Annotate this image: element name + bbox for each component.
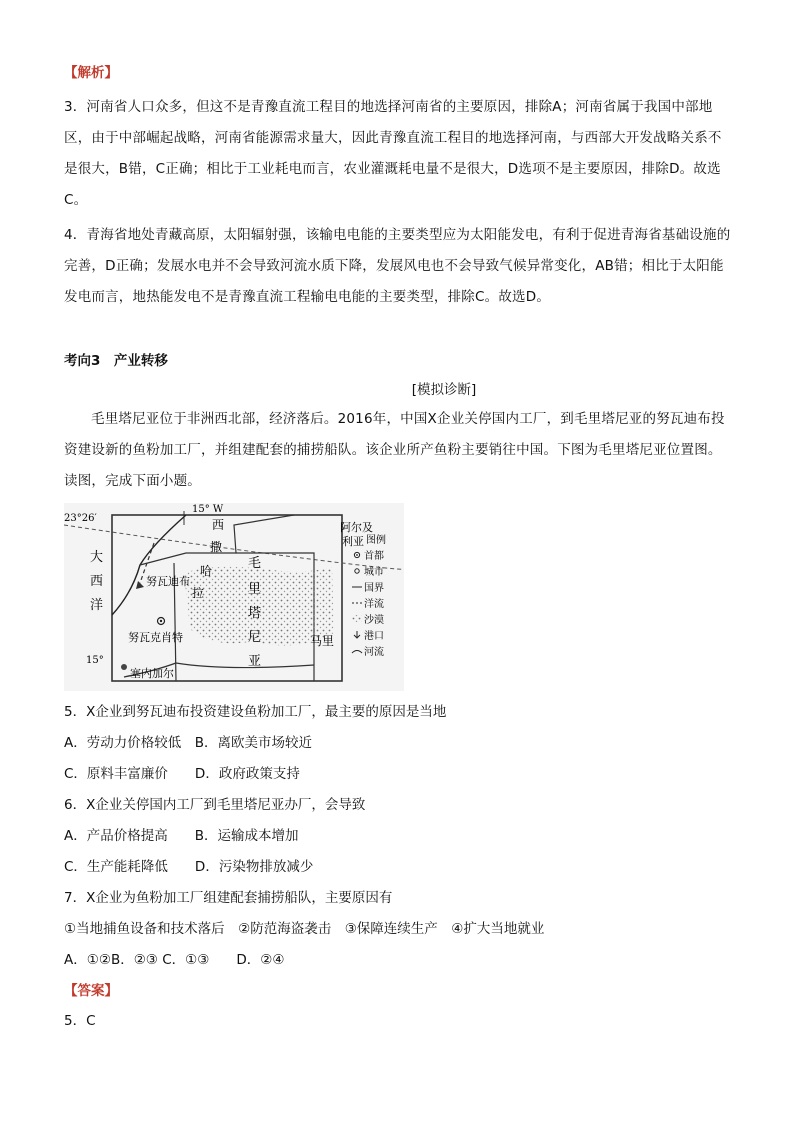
- question-7-items: ①当地捕鱼设备和技术落后 ②防范海盗袭击 ③保障连续生产 ④扩大当地就业: [64, 921, 545, 937]
- map-legend-border: 国界: [364, 583, 384, 594]
- map-city-senegal: 塞内加尔: [130, 667, 174, 680]
- dakar-marker: [121, 664, 127, 670]
- map-ws-2: 撒: [210, 540, 223, 554]
- map-alg-1: 阿尔及: [340, 521, 373, 534]
- map-mau-1: 毛: [248, 556, 262, 571]
- map-lat-bottom: 15°: [86, 655, 104, 666]
- question-6-options-1: A．产品价格提高 B．运输成本增加: [64, 828, 299, 844]
- map-city-nouakchott: 努瓦克肖特: [128, 631, 183, 644]
- question-5-options-1: A．劳动力价格较低 B．离欧美市场较近: [64, 735, 312, 751]
- answer-5: 5．C: [64, 1013, 96, 1029]
- location-map: [64, 503, 404, 691]
- map-mau-4: 尼: [248, 630, 262, 645]
- analysis-paragraph-3: 3．河南省人口众多，但这不是青豫直流工程目的地选择河南省的主要原因，排除A；河南省属于我国中部地区，由于中部崛起战略，河南省能源需求量大，因此青豫直流工程目的地选择河南，与西部大开发战略关系不是很大，B错，C正确；相比于工业耗电而言，农业灌溉耗电量不是很大，D选项不是主要原因，排除D。故选C。: [64, 99, 722, 208]
- map-figure: [64, 503, 404, 691]
- page-content: [64, 62, 734, 1037]
- question-6-options-2: C．生产能耗降低 D．污染物排放减少: [64, 859, 314, 875]
- map-ocean-2: 西: [90, 574, 104, 589]
- map-ws-3: 哈: [200, 564, 213, 578]
- map-legend-port: 港口: [364, 631, 384, 642]
- map-mau-5: 亚: [248, 654, 262, 669]
- map-mali: 马里: [310, 634, 335, 648]
- map-legend-river: 河流: [364, 647, 384, 658]
- map-legend-capital: 首都: [364, 551, 384, 562]
- analysis-tag: 【解析】: [64, 65, 118, 81]
- question-7-stem: 7．X企业为鱼粉加工厂组建配套捕捞船队，主要原因有: [64, 890, 393, 906]
- map-legend-title: 图例: [366, 535, 386, 546]
- sub-title: [模拟诊断]: [411, 382, 477, 398]
- question-7-options: A．①②B．②③ C．①③ D．②④: [64, 952, 285, 968]
- map-ocean-1: 大: [90, 550, 104, 565]
- map-city-nouadhibou: 努瓦迪布: [146, 575, 190, 588]
- map-legend-current: 洋流: [364, 599, 384, 610]
- map-lon-top: 15° W: [192, 504, 224, 515]
- map-ocean-3: 洋: [90, 598, 104, 613]
- analysis-paragraph-4: 4．青海省地处青藏高原，太阳辐射强，该输电电能的主要类型应为太阳能发电，有利于促进青海省基础设施的完善，D正确；发展水电并不会导致河流水质下降，发展风电也不会导致气候异常变化，AB错；相比于太阳能发电而言，地热能发电不是青豫直流工程输电电能的主要类型，排除C。故选D。: [64, 227, 731, 305]
- question-5-stem: 5．X企业到努瓦迪布投资建设鱼粉加工厂，最主要的原因是当地: [64, 704, 447, 720]
- map-legend-desert: 沙漠: [364, 615, 384, 626]
- intro-paragraph: 毛里塔尼亚位于非洲西北部，经济落后。2016年，中国X企业关停国内工厂，到毛里塔尼亚的努瓦迪布投资建设新的鱼粉加工厂，并组建配套的捕捞船队。该企业所产鱼粉主要销往中国。下图为毛里塔尼亚位置图。读图，完成下面小题。: [64, 411, 725, 489]
- map-ws-4: 拉: [192, 586, 205, 600]
- answer-tag: 【答案】: [64, 983, 118, 999]
- question-6-stem: 6．X企业关停国内工厂到毛里塔尼亚办厂，会导致: [64, 797, 366, 813]
- map-lat-top: 23°26′: [64, 513, 97, 524]
- map-alg-2: 利亚: [342, 535, 364, 548]
- question-5-options-2: C．原料丰富廉价 D．政府政策支持: [64, 766, 300, 782]
- section-title: 考向3 产业转移: [64, 353, 168, 369]
- map-mau-3: 塔: [248, 606, 262, 621]
- map-legend-city: 城市: [364, 567, 384, 578]
- map-mau-2: 里: [248, 582, 262, 597]
- map-ws-1: 西: [212, 518, 225, 532]
